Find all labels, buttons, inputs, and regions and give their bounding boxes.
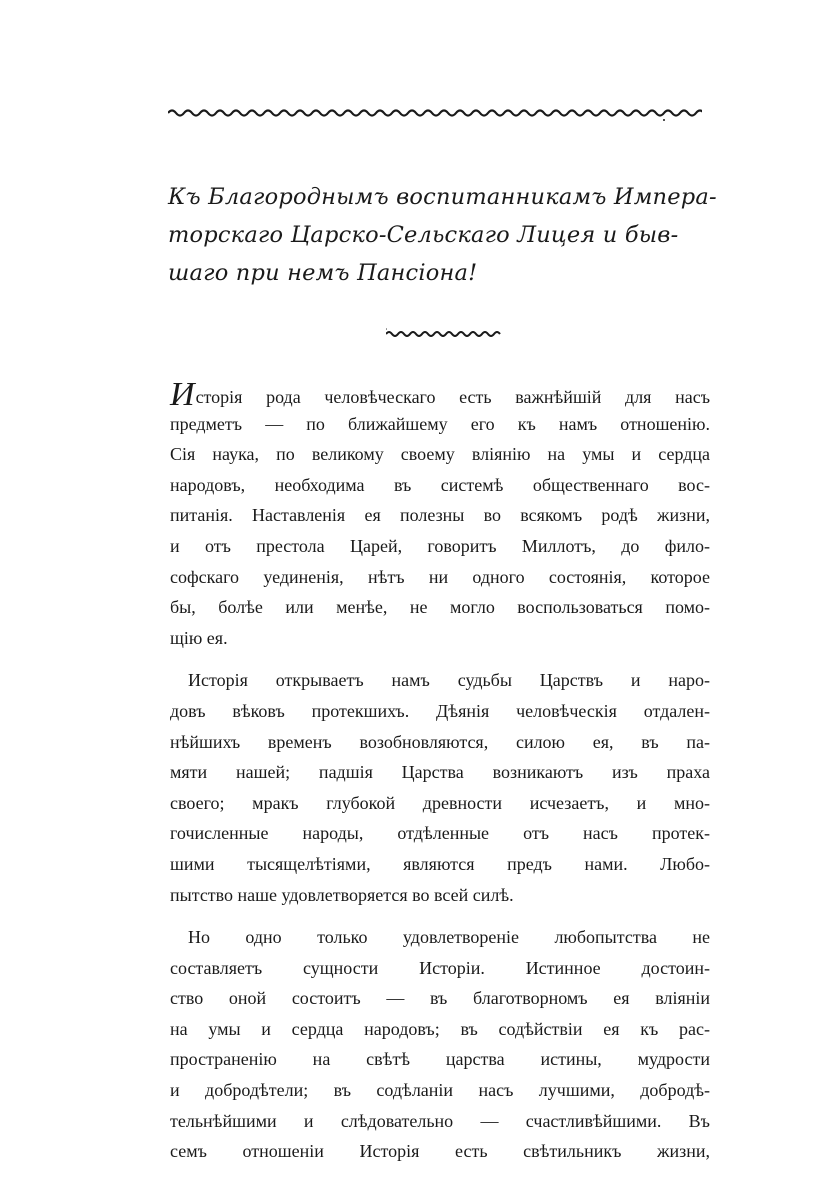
text-line: тельнѣйшими и слѣдовательно — счастливѣйшими. Въ bbox=[170, 1110, 710, 1131]
text-line: питанiя. Наставленiя ея полезны во всякомъ родѣ жизни, bbox=[170, 505, 710, 526]
text-line: Исторiя рода человѣческаго есть важнѣйшiй для насъ bbox=[170, 376, 710, 413]
body-text bbox=[170, 378, 710, 1167]
text-line: щiю ея. bbox=[170, 627, 228, 648]
drop-cap: И bbox=[170, 376, 195, 413]
text-line: бы, болѣе или менѣе, не могло воспользоваться помо- bbox=[170, 597, 710, 618]
text-line: и добродѣтели; въ содѣланiи насъ лучшими, добродѣ- bbox=[170, 1080, 710, 1101]
text-line: гочисленные народы, отдѣленные отъ насъ протек- bbox=[170, 823, 710, 844]
heading-line-3: шаго при немъ Пансiона! bbox=[168, 260, 478, 286]
text-line: и отъ престола Царей, говоритъ Миллотъ, до фило- bbox=[170, 535, 710, 556]
text-line: на умы и сердца народовъ; въ содѣйствiи ея къ рас- bbox=[170, 1018, 710, 1039]
text-line: довъ вѣковъ протекшихъ. Дѣянiя человѣческiя отдален- bbox=[170, 700, 710, 721]
text-line: предметъ — по ближайшему его къ намъ отношенiю. bbox=[170, 413, 710, 434]
ornamental-rule-middle bbox=[386, 326, 504, 340]
text-line: нѣйшихъ временъ возобновляются, силою ея, въ па- bbox=[170, 731, 710, 752]
heading-line-2: торскаго Царско-Сельскаго Лицея и быв- bbox=[168, 222, 679, 248]
ornamental-rule-top bbox=[168, 104, 702, 122]
text-line: народовъ, необходима въ системѣ общественнаго вос- bbox=[170, 474, 710, 495]
text-line: семъ отношенiи Исторiя есть свѣтильникъ жизни, bbox=[170, 1141, 710, 1162]
text-line: ство оной состоитъ — въ благотворномъ ея влiянiи bbox=[170, 988, 710, 1009]
heading-line-1: Къ Благороднымъ воспитанникамъ Импера- bbox=[168, 184, 717, 210]
text-line: составляетъ сущности Исторiи. Истинное достоин- bbox=[170, 957, 710, 978]
dedication-heading bbox=[168, 178, 717, 292]
text-line: Исторiя открываетъ намъ судьбы Царствъ и наро- bbox=[188, 670, 710, 691]
text-line: софскаго уединенiя, нѣтъ ни одного состоянiя, которое bbox=[170, 566, 710, 587]
text-line: мяти нашей; падшiя Царства возникаютъ изъ праха bbox=[170, 762, 710, 783]
text-line: пространенiю на свѣтѣ царства истины, мудрости bbox=[170, 1049, 710, 1070]
text-line: шими тысящелѣтiями, являются предъ нами. Любо- bbox=[170, 853, 710, 874]
paragraph-1 bbox=[170, 378, 710, 653]
text-line: своего; мракъ глубокой древности исчезаетъ, и мно- bbox=[170, 792, 710, 813]
text-line: пытство наше удовлетворяется во всей силѣ. bbox=[170, 884, 514, 905]
paragraph-2 bbox=[170, 665, 710, 910]
text-line: Сiя наука, по великому своему влiянiю на умы и сердца bbox=[170, 444, 710, 465]
text-line: Но одно только удовлетворенiе любопытства не bbox=[188, 927, 710, 948]
paragraph-3 bbox=[170, 922, 710, 1167]
